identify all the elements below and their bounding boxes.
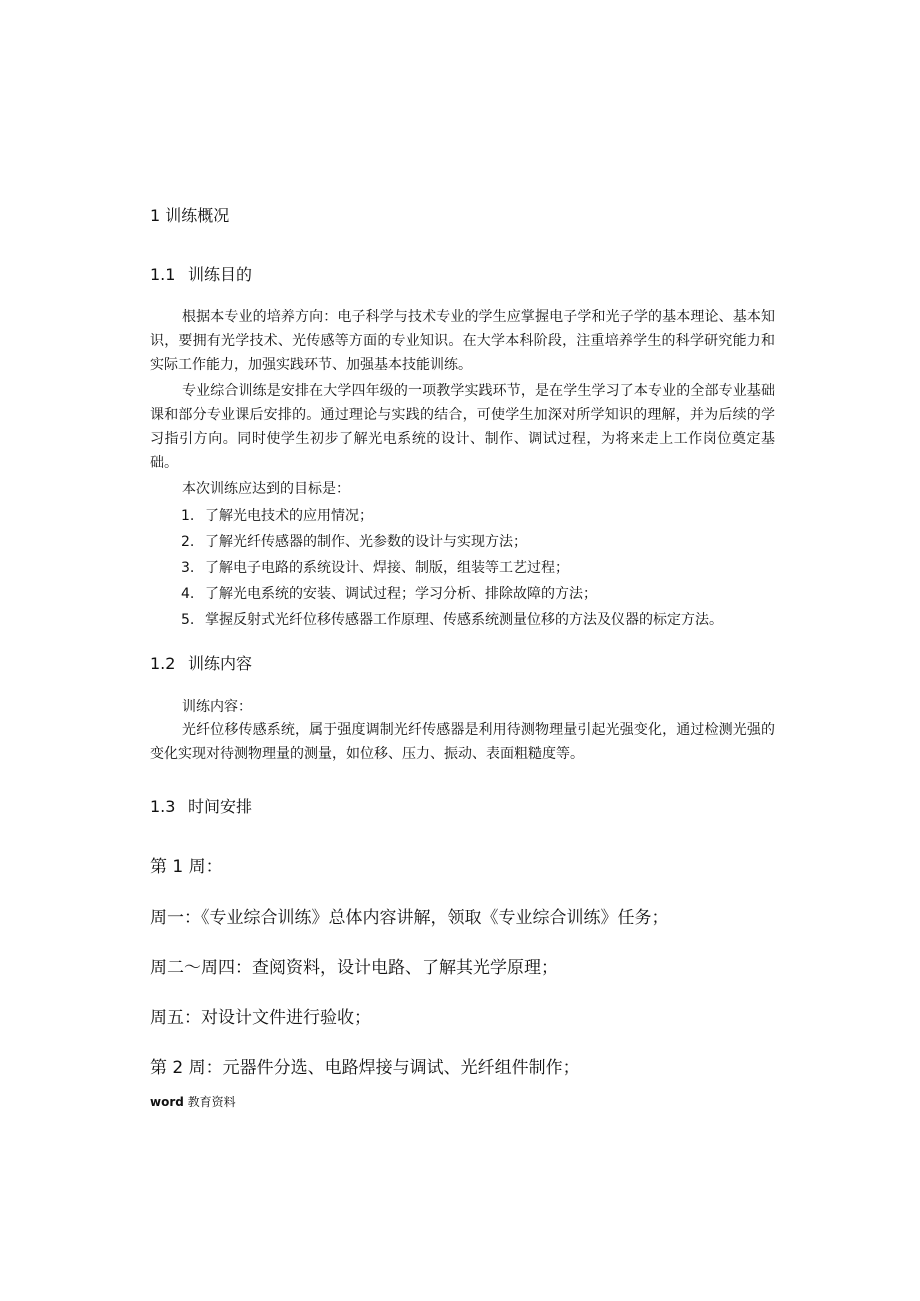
page-footer [150,1093,236,1110]
list-item [181,581,723,607]
footer-word: word [150,1095,184,1109]
goals-list [181,503,723,633]
list-item-text: 掌握反射式光纤位移传感器工作原理、传感系统测量位移的方法及仪器的标定方法。 [205,612,723,628]
list-item-number: 4. [181,586,195,602]
section-1-1-title: 训练目的 [188,265,253,284]
section-1-2-title: 训练内容 [188,654,253,673]
list-item-number: 2. [181,534,195,550]
list-item [181,529,723,555]
section-1-2-heading [150,651,252,674]
schedule-tuesday-thursday: 周二～周四：查阅资料，设计电路、了解其光学原理； [150,958,558,978]
list-item-number: 3. [181,560,195,576]
section-1-1-heading [150,262,252,285]
list-item-text: 了解电子电路的系统设计、焊接、制版，组装等工艺过程； [205,560,569,576]
training-content-paragraph: 光纤位移传感系统，属于强度调制光纤传感器是利用待测物理量引起光强变化，通过检测光强的变化实现对待测物理量的测量，如位移、压力、振动、表面粗糙度等。 [150,722,775,762]
section-1-3-title: 时间安排 [188,797,253,816]
schedule-week-2: 第 2 周：元器件分选、电路焊接与调试、光纤组件制作； [150,1058,580,1078]
list-item-text: 了解光纤传感器的制作、光参数的设计与实现方法； [205,534,527,550]
section-1-3-number: 1.3 [150,797,176,816]
list-item-number: 1. [181,508,195,524]
list-item [181,607,723,633]
section-1-3-heading [150,794,252,817]
schedule-friday: 周五：对设计文件进行验收； [150,1008,371,1028]
list-item-text: 了解光电技术的应用情况； [205,508,373,524]
section-1-1-number: 1.1 [150,265,176,284]
schedule-week-1: 第 1 周： [150,857,223,877]
training-purpose-paragraph-2: 专业综合训练是安排在大学四年级的一项教学实践环节，是在学生学习了本专业的全部专业基础课和部分专业课后安排的。通过理论与实践的结合，可使学生加深对所学知识的理解，并为后续的学习指引方向。同时使学生初步了解光电系统的设计、制作、调试过程，为将来走上工作岗位奠定基础。 [150,383,775,471]
footer-text: 教育资料 [183,1095,236,1109]
goals-intro: 本次训练应达到的目标是： [182,481,350,497]
list-item [181,503,723,529]
training-purpose-paragraph-1: 根据本专业的培养方向：电子科学与技术专业的学生应掌握电子学和光子学的基本理论、基本知识，要拥有光学技术、光传感等方面的专业知识。在大学本科阶段，注重培养学生的科学研究能力和实际工作能力，加强实践环节、加强基本技能训练。 [150,309,775,373]
training-content-label: 训练内容： [182,699,252,715]
section-1-heading: 1 训练概况 [150,206,230,225]
schedule-monday: 周一：《专业综合训练》总体内容讲解，领取《专业综合训练》任务； [150,908,669,928]
section-1-2-number: 1.2 [150,654,176,673]
list-item-text: 了解光电系统的安装、调试过程；学习分析、排除故障的方法； [205,586,597,602]
list-item-number: 5. [181,612,195,628]
list-item [181,555,723,581]
